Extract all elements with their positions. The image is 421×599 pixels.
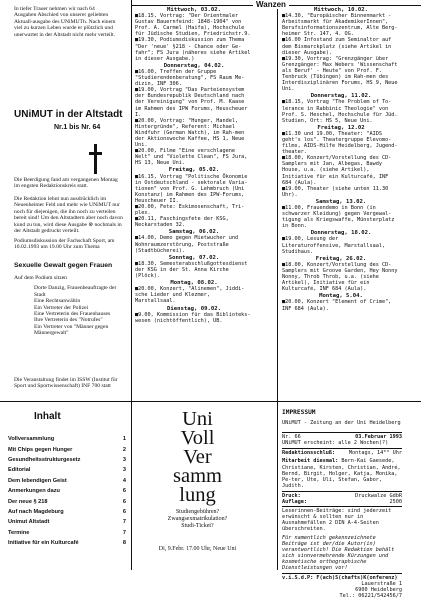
calendar-day <box>282 7 400 92</box>
event-item: ■9.00, Kommission für das Biblioteks-wesen (nichtöffentlich), UB. <box>135 311 251 324</box>
event-item: ■16.00 Infostand zum Seminaltor auf dem Bismarckplatz (siehe Artikel in dieser Ausgabe). <box>282 37 392 56</box>
calendar-day <box>282 230 400 254</box>
toc-page: 3 <box>122 467 126 474</box>
poster-line: Voll <box>180 427 215 449</box>
toc-entry[interactable] <box>8 444 126 454</box>
event-item: ■19.00, Lesung der Literaturoffensive, Marstallsaal, Studihaus. <box>282 236 386 255</box>
event-item: ■11.30 und 19.00, Theater: "AIDS geht's los". Theatergruppe Elevomo-films, AIDS-Hilfe Heidelberg, Jugend-theater. <box>282 130 398 156</box>
toc-label: Mit Chips gegen Hunger <box>8 446 73 453</box>
responsible-party: v.i.S.d.P: F(ach)S(chafts)K(onferenz) <box>282 575 398 582</box>
toc-entry[interactable] <box>8 496 126 506</box>
editorial-notice: Die Redaktion lehnt nun ausdrücklich im Neuenheimer Feld und mehr wie UNiMUT nur noch für diejenigen, die ihn noch zu verteilen bereit sind! Um den Altstadtern aber noch davon kund zu tun, wird diese Ausgabe ⊗ nochmals in der Altstadt gedruckt verteilt. <box>14 196 123 235</box>
toc-entry[interactable] <box>8 455 126 465</box>
event-item: ■16.15, Vortrag "Politische Ökonomie in Ostdeutschland - sektorale Varia-tionen" von Prof. G. Lehmbruch (Uni Konstanz) im Rahmen des IPW-Forums, Heuscheuer II. <box>135 173 248 204</box>
reader-contrib-note: Leserinnen-Beiträge: sind jederzeit erwünscht & sollten nur in Ausnahmefällen 2 DIN A-4-Seiten überschreiten. <box>282 508 392 533</box>
poster-line: lung <box>179 484 216 506</box>
poster-line: samm <box>173 465 222 487</box>
participant-line: Dorte Danzig, Frauenbeauftragte der <box>34 285 117 292</box>
toc-page: 7 <box>122 529 126 536</box>
print-value: Druckwalze GdbR <box>355 492 402 499</box>
headline-unimut-altstadt: UNiMUT in der Altstadt <box>14 109 123 120</box>
event-item: ■19.30, Vortrag: "Grenzgänger über Grenzgänger: Max Webers 'Wissenschaft als Beruf' - Heute" von Prof. F. Tenbruck (Tübingen) im Rah-men des Interdisziplinären Forums, HS 9, Neue Uni. <box>282 55 398 93</box>
event-item: ■11.00, Frauendemo in Bonn (in schwarzer Kleidung) gegen Vergewal-tigung als Kriegswaffe, Münsterplatz in Bonn. <box>282 205 395 230</box>
impressum-heading: IMPRESSUM <box>282 409 316 416</box>
participant-line: Stadt <box>34 291 46 298</box>
calendar-column-right <box>282 6 400 312</box>
day-heading: Donnerstag, 11.02. <box>310 93 372 100</box>
poster-question: Studiengebühren? <box>175 509 220 515</box>
participant-line: Eine Rechtsanwältin <box>34 298 81 305</box>
staff-label: Mitarbeit diesmal: <box>282 458 339 465</box>
toc-label: Anmerkungen dazu <box>8 488 60 495</box>
toc-label: Gesundheitsstrukturgesetz <box>8 456 81 463</box>
event-item: ■18.00, Konzert/Vorstellung des CD-Samplers mit Jan, Albegas, Bawdy House, u.a. (siehe Artikel), Initiative für ein Kulturcafé, INF 684 (Aula). <box>282 155 392 186</box>
venue-note: Die Veranstaltung findet im ISSW (Institut für Sport und Sportwissenschaft) INF 700 statt <box>14 377 118 390</box>
toc-label: Dem lebendigen Geist <box>8 477 67 484</box>
print-label: Druck: <box>282 492 301 499</box>
event-item: ■14.00, Demo gegen Mietwucher und Wohnraumzerstörung, Poststraße (Stadtbücherei). <box>135 235 239 254</box>
podium-announcement: Podiumsdiskussion der Fachschaft Sport, am 10.02.1993 um 19.00 Uhr zum Thema <box>14 238 115 251</box>
day-heading: Freitag, 05.02. <box>168 167 220 174</box>
rule <box>282 506 402 507</box>
phone-number: Tel.: 06221/542456/7 <box>339 593 402 599</box>
event-item: ■20.00, Konzert "Element of Crime", INF 684 (Aula). <box>282 299 392 312</box>
inhalt-heading: Inhalt <box>34 411 61 422</box>
poster-date: Di, 9.Febr. 17.00 Uhr, Neue Uni <box>158 546 237 552</box>
poster-question: Studi-Ticket? <box>181 523 214 529</box>
calendar-day <box>282 256 400 293</box>
participant-line: Ein Vertreter der Polizei <box>34 304 89 311</box>
day-heading: Montag, 08.02. <box>170 280 218 287</box>
poster-line: Ver <box>183 446 212 468</box>
toc-label: Vollversammlung <box>8 436 55 443</box>
toc-entry[interactable] <box>8 476 126 486</box>
address-line: 6900 Heidelberg <box>355 587 402 594</box>
liability-note: Für namentlich gekennzeichnete Beiträge ist der/die Autor(in) verantwortlich! Die Redaktion behält sich sinnvermehrende Kürzungen und kosmetische orthographische Dienstleistungen vor! <box>282 534 395 571</box>
calendar-day <box>282 125 400 198</box>
calendar-day <box>135 167 253 228</box>
toc-page: 6 <box>122 498 126 505</box>
toc-label: Editorial <box>8 467 31 474</box>
calendar-day <box>135 255 253 279</box>
circulation-label: Auflage: <box>282 499 307 506</box>
toc-page: 4 <box>122 477 126 484</box>
cross-icon <box>28 142 110 178</box>
podium-participants <box>14 275 124 337</box>
toc-label: Termine <box>8 529 30 536</box>
event-item: ■18.30, Semesterabschlußgottesdienst der KSG in der St. Anna Kirche (Plöck). <box>135 260 248 280</box>
day-heading: Samstag, 13.02. <box>315 198 367 205</box>
toc-label: Auf nach Magdeburg <box>8 508 64 515</box>
column-divider <box>131 0 132 570</box>
day-heading: Donnerstag, 18.02. <box>310 230 372 237</box>
toc-entry[interactable] <box>8 486 126 496</box>
calendar-day <box>135 229 253 253</box>
toc-entry[interactable] <box>8 465 126 475</box>
event-item: ■18.15, Vortrag "The Problem of To-lerance in Rabbinic Theologie" von Prof. S. Heschel, Hochschule für Jüd. Studien, Ort: HS 5, Neue Uni. <box>282 99 398 124</box>
staff-list: Bern-Kai Gaesede, Christiane, Kirsten, Christian, André, Bernd, Birgit, Holger, Katja, Monika, Pe-ter, Ute, Uli, Stefan, Gabor, Judith. <box>282 458 401 489</box>
calendar-day <box>282 293 400 311</box>
day-heading: Dienstag, 09.02. <box>167 305 221 312</box>
calendar-day <box>135 280 253 304</box>
day-heading: Sonntag, 07.02. <box>168 254 220 261</box>
toc-page: 2 <box>122 446 126 453</box>
participant-line: Männergewalt" <box>34 330 69 337</box>
impressum-line: UNiMUT - Zeitung an der Uni Heidelberg <box>282 420 401 427</box>
day-heading: Donnerstag, 04.02. <box>163 62 225 69</box>
event-item: ■18.15, Vortrag: "Der Orientmaler Gustav Bauernfeind: 1848-1904" von Prof. A. Carmel (Haifa), Hochschule für Jüdische Studien, Friedrichstr.9. <box>135 13 251 38</box>
circulation-value: 2500 <box>389 499 402 506</box>
issue-date: 03.Februar 1993 <box>355 434 402 441</box>
event-item: ■20.11, Faschingsfete der KSG, Neckarstaden 32. <box>135 216 229 229</box>
sexuelle-gewalt-heading: Sexuelle Gewalt gegen Frauen <box>14 262 113 269</box>
deadline-label: Redaktionsschluß: <box>282 450 336 457</box>
vollversammlung-poster <box>135 410 260 553</box>
toc-label: Der neue § 218 <box>8 498 48 505</box>
toc-label: Unimut Altstadt <box>8 519 50 526</box>
calendar-day <box>282 199 400 229</box>
burial-note: Die Beerdigung fand am vergangenen Montag im engsten Redaktionskreis statt. <box>14 177 118 190</box>
wanzen-title: Wanzen <box>253 0 289 9</box>
event-item: ■16.00, Treffen der Gruppe "Studierendenberatung", FS Raum Me-dizin, INF 306. <box>135 68 245 88</box>
event-item: ■14.30, "Europäischer Binnenmarkt - Arbeitsmarkt für AkademikerInnen", Berufsinformationszentrum, Alte Berg-heimer Str. 147, 4. OG. <box>282 13 398 38</box>
event-item: ■20.00, Vortrag: "Hunger, Handel, Hintergründe", Referent: Michael Windfuhr (German Watch), im Rah-men der Aktionswoche Kaffee, HS 1, Neue Uni. <box>135 117 245 149</box>
calendar-day <box>135 306 253 324</box>
toc-page: 7 <box>122 519 126 526</box>
toc-entry[interactable] <box>8 517 126 527</box>
section-divider <box>0 401 421 402</box>
day-heading: Mittwoch, 03.02. <box>167 7 221 13</box>
subhead-issue-range: Nr.1 bis Nr. 64 <box>54 124 101 131</box>
event-item: ■20.00, Filme "Eine verschlagene Welt" und "Violette Clean", FS Jura, HS 13, Neue Uni. <box>135 148 248 167</box>
frequency: UNiMUT erscheint: alle 2 Wochen(?) <box>282 440 389 447</box>
toc-entry[interactable] <box>8 538 126 548</box>
issue-number: Nr. 66 <box>282 434 301 441</box>
toc-entry[interactable] <box>8 507 126 517</box>
toc-label: Initiative für ein Kulturcafé <box>8 540 79 547</box>
intro-paragraph: In tiefer Trauer nehmen wir nach 64 Ausgaben Abschied von unserer geliebten Aktuall-ausgabe des UNiMUTh. Nach einem viel zu kurzen Leben wurde er plötzlich und unerwartet in der Altstadt nicht mehr verteilt. <box>14 6 116 38</box>
calendar-day <box>282 93 400 123</box>
day-heading: Samstag, 06.02. <box>168 229 220 236</box>
poster-question: Zwangsexmatrikulation? <box>167 516 228 522</box>
participant-line: Ihre Vertreterin des "Notrufes" <box>34 317 103 324</box>
toc-entry[interactable] <box>8 434 126 444</box>
toc-page: 3 <box>122 456 126 463</box>
calendar-column-left <box>135 6 253 324</box>
rule <box>282 491 402 492</box>
toc-page: 8 <box>122 540 126 547</box>
event-item: ■19.30, Podiumsdiskussion zum Thema "Der 'neue' §218 - Chance oder Ge-fahr"; FS Jura (näheres siehe Artikel in dieser Ausgabe.) <box>135 37 251 62</box>
deadline-value: Montags, 14⁰⁰ Uhr <box>348 450 402 457</box>
event-item: ■19.00, Vortrag "Das Parteiensystem der Bundesrepublik Deutschland nach der Vereinigung" von Prof. M. Kaase im Rahmen des IPW Forums, Heuscheuer I. <box>135 87 248 118</box>
toc-page: 6 <box>122 508 126 515</box>
calendar-day <box>135 63 253 167</box>
table-of-contents <box>8 434 126 548</box>
poster-line: Uni <box>182 408 213 430</box>
day-heading: Freitag, 12.02 <box>317 124 365 131</box>
impressum <box>282 410 402 599</box>
rule <box>282 448 402 449</box>
rule <box>282 432 402 433</box>
address-line: Lauerstraße 1 <box>361 581 402 588</box>
day-heading: Montag, 5.04. <box>319 293 363 300</box>
day-heading: Mittwoch, 10.02. <box>314 7 368 13</box>
calendar-day <box>135 7 253 62</box>
participant-line: Ein Vertreter von "Männer gegen <box>34 323 109 330</box>
event-item: ■19.00, Theater (siehe unten 11.30 Uhr). <box>282 185 389 198</box>
event-item: ■18.00, Konzert/Vorstellung des CD-Samplers mit Groove Garden, Hey Nonny Nonny, Throb Throb, u.a. (siehe Artikel), Initiative für ein Kulturcafé, INF 684 (Aula). <box>282 261 398 293</box>
event-item: ■20.00, Konzert, "Alinemen", Jiddi-sche Lieder und Klezmer, Marstallsaal. <box>135 286 245 305</box>
toc-page: 6 <box>122 488 126 495</box>
rule <box>282 573 402 574</box>
toc-entry[interactable] <box>8 528 126 538</box>
day-heading: Freitag, 26.02. <box>315 255 367 262</box>
event-item: ■20.00, Fete: Eskimosenschaft, Tri-plex. <box>135 204 245 217</box>
participant-line: Auf dem Podium sitzen <box>14 275 67 281</box>
participant-line: Eine Vertreterin des Frauenhauses <box>34 311 111 318</box>
column-divider <box>277 0 278 570</box>
toc-page: 1 <box>122 436 126 443</box>
